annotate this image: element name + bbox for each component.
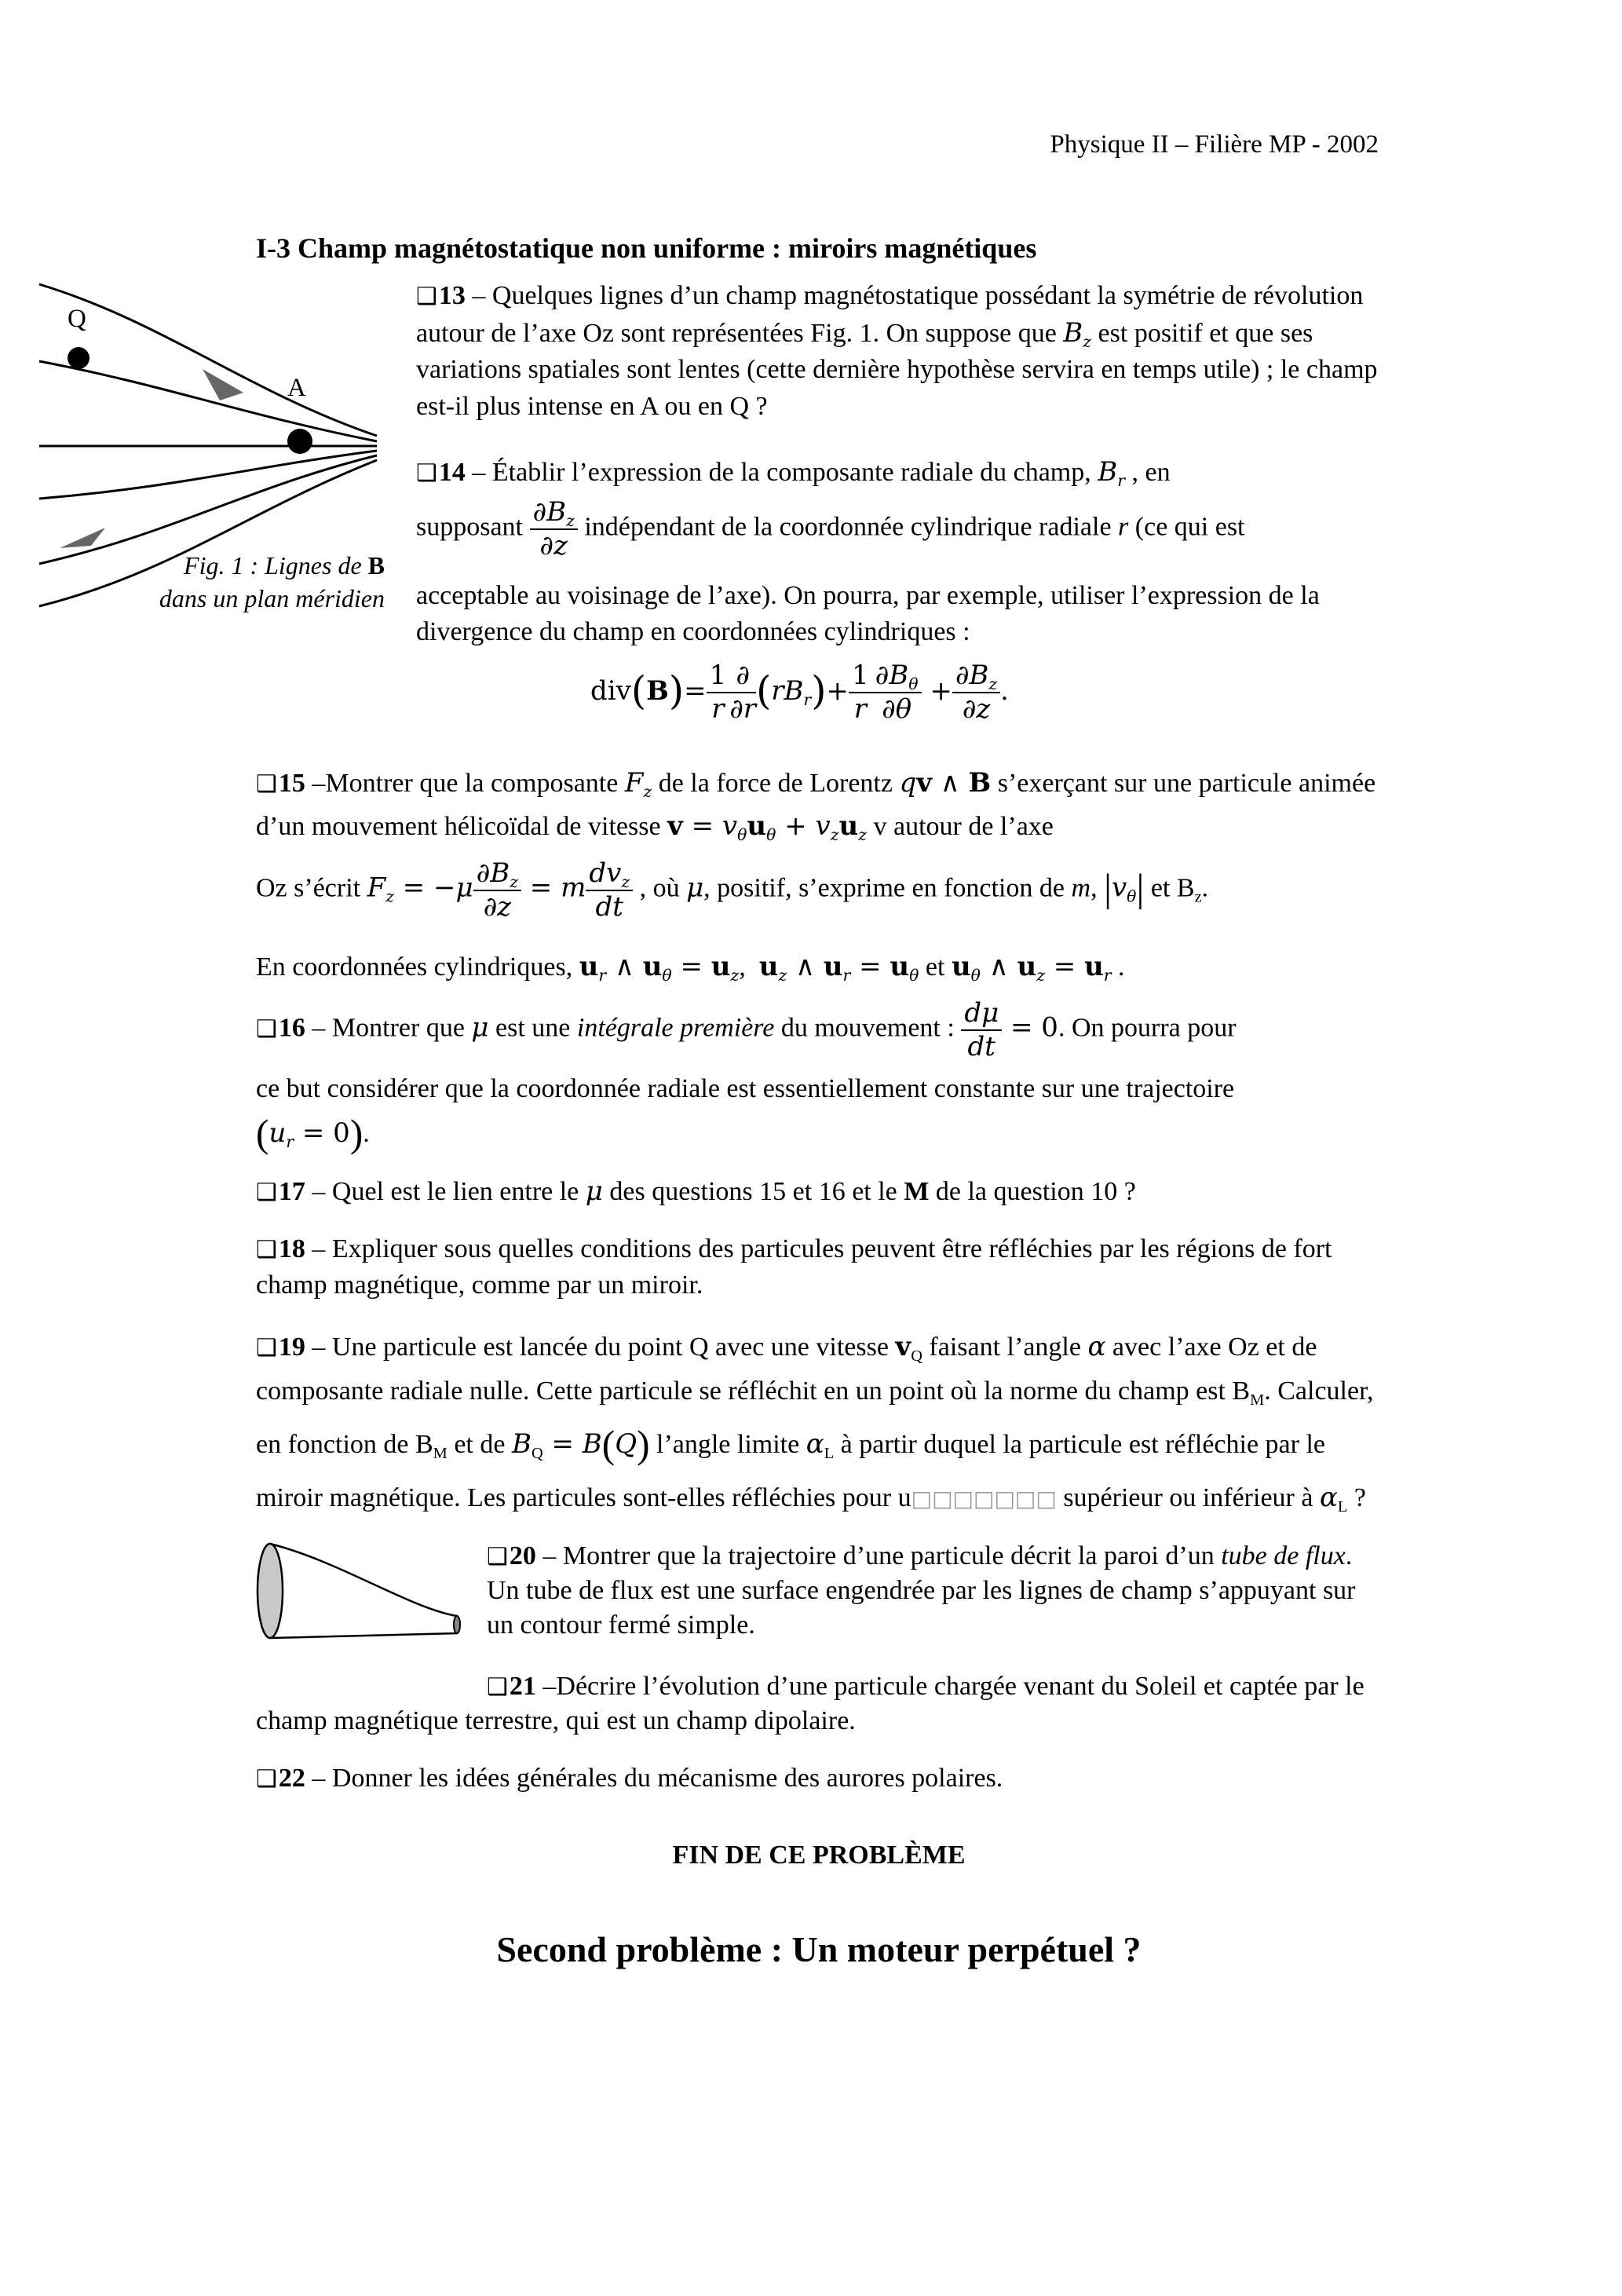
end-of-problem: FIN DE CE PROBLÈME xyxy=(672,1841,966,1870)
checkbox-icon: ❑ xyxy=(256,1179,277,1206)
question-18: ❑18 – Expliquer sous quelles conditions des particules peuvent être réfléchies par les régions de fort champ magnétique, comme par un miroir. xyxy=(256,1234,1332,1300)
checkbox-icon: ❑ xyxy=(416,283,437,310)
question-22: ❑22 – Donner les idées générales du mécanisme des aurores polaires. xyxy=(256,1764,1003,1793)
second-problem-title: Second problème : Un moteur perpétuel ? xyxy=(496,1929,1142,1969)
checkbox-icon: ❑ xyxy=(256,1236,277,1263)
question-14: ❑14 – Établir l’expression de la composante radiale du champ, $B_r$ , en xyxy=(416,456,1171,491)
label-a: A xyxy=(287,374,306,402)
checkbox-icon: ❑ xyxy=(256,1765,277,1793)
checkbox-icon: ❑ xyxy=(256,1334,277,1362)
checkbox-icon: ❑ xyxy=(416,459,437,487)
field-line xyxy=(39,455,377,564)
question-15: ❑15 –Montrer que la composante $F_z$ de la force de Lorentz qv ∧ B s’exerçant sur une particule animée d’un mouvement hélicoïdal de vitesse $v = v_\theta u_\theta + v_zu_z$ v autour de l’axe xyxy=(256,767,1376,845)
question-13: ❑13 – Quelques lignes d’un champ magnétostatique possédant la symétrie de révolution autour de l’axe Oz sont représentées Fig. 1. On suppose que $B_z$ est positif et que ses variations spatiales sont lentes (cette dernière hypothèse servira en temps utile) ; le champ est-il plus intense en A ou en Q ? xyxy=(416,281,1378,421)
point-a-marker xyxy=(287,429,312,454)
question-14-cont: acceptable au voisinage de l’axe). On pourra, par exemple, utiliser l’expression de la divergence du champ en coordonnées cylindriques : xyxy=(416,581,1320,647)
checkbox-icon: ❑ xyxy=(256,1015,277,1043)
question-16: ❑16 – Montrer que μ est une intégrale première du mouvement : $\frac{d\mu}{dt}$ = 0. On pourra pour xyxy=(256,997,1237,1062)
checkbox-icon: ❑ xyxy=(487,1543,508,1570)
question-14-line2: supposant $\frac{\partial B_z}{\partial z}$ indépendant de la coordonnée cylindrique radiale r (ce qui est xyxy=(416,496,1245,561)
flux-tube-diagram xyxy=(253,1537,465,1647)
question-16-cont: ce but considérer que la coordonnée radiale est essentiellement constante sur une trajectoire $(u_r = 0)$. xyxy=(256,1074,1235,1156)
field-line xyxy=(39,451,377,499)
question-21: ❑21 –Décrire l’évolution d’une particule chargée venant du Soleil et captée par le champ magnétique terrestre, qui est un champ dipolaire. xyxy=(256,1672,1364,1736)
question-15-relations: En coordonnées cylindriques, $u_r$ ∧ $u_\theta = u_z$, $u_z$ ∧ $u_r = u_\theta$ et $u_\theta$ ∧ $u_z = u_r$ . xyxy=(256,951,1125,985)
arrow-icon xyxy=(60,528,105,548)
label-q: Q xyxy=(68,305,86,333)
point-q-marker xyxy=(68,347,90,369)
running-header: Physique II – Filière MP - 2002 xyxy=(1050,130,1379,159)
question-17: ❑17 – Quel est le lien entre le μ des questions 15 et 16 et le M de la question 10 ? xyxy=(256,1175,1136,1207)
flux-tube-figure xyxy=(253,1537,465,1658)
figure-1-caption: Fig. 1 : Lignes de B dans un plan méridien xyxy=(159,551,385,612)
divergence-equation: div(B)= $\frac{1}{r}$ $\frac{\partial}{\partial r}$ $(rB_r)+$ $\frac{1}{r}$ $\frac{\partial B_\theta}{\partial\theta}$ + $\frac{\partial B_z}{\partial z}$ . xyxy=(590,660,1009,725)
question-19: ❑19 – Une particule est lancée du point Q avec une vitesse $v_Q$ faisant l’angle α avec l’axe Oz et de composante radiale nulle. Cette particule se réfléchit en un point où la norme du champ est $B_M$. Calculer, en fonction de $B_M$ et de $B_Q = B(Q)$ l’angle limite $\alpha_L$ à partir duquel la particule est réfléchie par le miroir magnétique. Les particules sont-elles réfléchies pour u□□□□□□□ supérieur ou inférieur à $\alpha_L$ ? xyxy=(256,1331,1374,1516)
checkbox-icon: ❑ xyxy=(256,770,277,798)
question-20: ❑20 – Montrer que la trajectoire d’une particule décrit la paroi d’un tube de flux. Un tube de flux est une surface engendrée par les lignes de champ s’appuyant sur un contour fermé simple. xyxy=(487,1541,1356,1640)
checkbox-icon: ❑ xyxy=(487,1673,508,1701)
question-15-formula-line: Oz s’écrit $F_z = -\mu$ $\frac{\partial B_z}{\partial z}$ = m $\frac{dv_z}{dt}$ , où μ, positif, s’exprime en fonction de m, $|v_\theta|$ et $B_z$. xyxy=(256,857,1209,923)
field-line xyxy=(39,284,377,436)
section-title: I-3 Champ magnétostatique non uniforme : miroirs magnétiques xyxy=(256,232,1037,264)
